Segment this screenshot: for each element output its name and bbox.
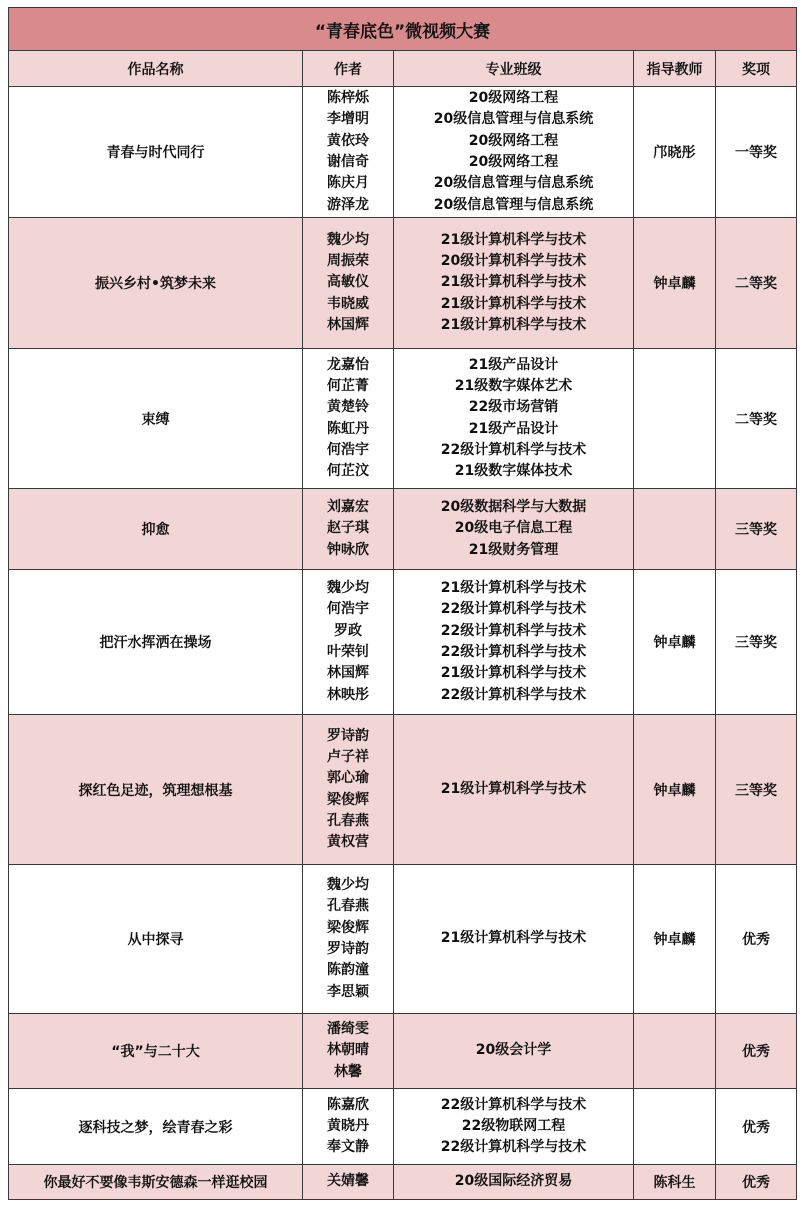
author-name-cell bbox=[303, 865, 394, 1014]
major-class: 20级会计学 bbox=[475, 1042, 552, 1059]
major-class: 21级计算机科学与技术 bbox=[440, 930, 587, 947]
major-class: 21级计算机科学与技术 bbox=[440, 231, 587, 248]
major-class: 20级国际经济贸易 bbox=[454, 1173, 573, 1190]
author-name: 韦晓威 bbox=[327, 295, 369, 312]
header-row bbox=[9, 51, 797, 87]
table-row bbox=[9, 489, 797, 570]
teacher-name: 钟卓麟 bbox=[634, 715, 716, 865]
author-name-cell bbox=[303, 1014, 394, 1089]
table-row bbox=[9, 349, 797, 489]
major-class: 21级产品设计 bbox=[468, 356, 559, 373]
award-level: 三等奖 bbox=[716, 715, 797, 865]
author-name: 魏少均 bbox=[327, 231, 369, 248]
work-title: 你最好不要像韦斯安德森一样逛校园 bbox=[9, 1165, 303, 1200]
col-header-award: 奖项 bbox=[716, 51, 797, 87]
author-name: 陈梓烁 bbox=[327, 90, 369, 107]
table-row bbox=[9, 87, 797, 218]
teacher-name bbox=[634, 349, 716, 489]
major-class: 20级信息管理与信息系统 bbox=[433, 175, 594, 192]
author-name: 孔春燕 bbox=[327, 898, 369, 915]
teacher-name: 陈科生 bbox=[634, 1165, 716, 1200]
author-name: 林朝晴 bbox=[327, 1042, 369, 1059]
major-class: 22级计算机科学与技术 bbox=[440, 686, 587, 703]
author-name: 李思颖 bbox=[327, 983, 369, 1000]
author-name: 林国辉 bbox=[327, 665, 369, 682]
author-name: 奉文静 bbox=[327, 1139, 369, 1156]
major-class: 22级计算机科学与技术 bbox=[440, 601, 587, 618]
major-class: 21级计算机科学与技术 bbox=[440, 580, 587, 597]
work-title: 把汗水挥洒在操场 bbox=[9, 570, 303, 715]
author-name: 关婧馨 bbox=[327, 1173, 369, 1190]
major-class: 21级计算机科学与技术 bbox=[440, 295, 587, 312]
major-class: 21级计算机科学与技术 bbox=[440, 274, 587, 291]
work-title: 束缚 bbox=[9, 349, 303, 489]
major-class: 21级财务管理 bbox=[468, 541, 559, 558]
author-name: 游泽龙 bbox=[327, 196, 369, 213]
award-level: 优秀 bbox=[716, 1089, 797, 1165]
author-name-cell bbox=[303, 570, 394, 715]
author-name: 林国辉 bbox=[327, 316, 369, 333]
table-row bbox=[9, 865, 797, 1014]
author-name-cell bbox=[303, 218, 394, 349]
major-class: 22级物联网工程 bbox=[461, 1117, 566, 1134]
author-name: 钟咏欣 bbox=[327, 541, 369, 558]
major-class: 20级数据科学与大数据 bbox=[440, 499, 587, 516]
author-name: 何芷菁 bbox=[327, 377, 369, 394]
table-row bbox=[9, 570, 797, 715]
col-header-major: 专业班级 bbox=[394, 51, 634, 87]
major-class: 21级计算机科学与技术 bbox=[440, 316, 587, 333]
major-class: 22级计算机科学与技术 bbox=[440, 441, 587, 458]
author-name: 黄晓丹 bbox=[327, 1117, 369, 1134]
major-class: 21级产品设计 bbox=[468, 420, 559, 437]
author-name: 何浩宇 bbox=[327, 441, 369, 458]
author-name-cell bbox=[303, 489, 394, 570]
table-title: “青春底色”微视频大赛 bbox=[9, 8, 797, 51]
major-class-cell bbox=[394, 1014, 634, 1089]
work-title: “我”与二十大 bbox=[9, 1014, 303, 1089]
author-name: 谢信奇 bbox=[327, 154, 369, 170]
author-name: 高敏仪 bbox=[327, 274, 369, 291]
author-name: 赵子琪 bbox=[327, 520, 369, 537]
table-row bbox=[9, 1014, 797, 1089]
major-class: 20级信息管理与信息系统 bbox=[433, 111, 594, 128]
author-name: 黄权营 bbox=[327, 834, 369, 851]
major-class: 20级网络工程 bbox=[468, 132, 559, 149]
major-class: 21级数字媒体艺术 bbox=[454, 377, 573, 394]
award-level: 三等奖 bbox=[716, 489, 797, 570]
major-class-cell bbox=[394, 570, 634, 715]
author-name: 魏少均 bbox=[327, 877, 369, 894]
author-name: 孔春燕 bbox=[327, 812, 369, 829]
author-name: 卢子祥 bbox=[327, 748, 369, 765]
author-name: 林映彤 bbox=[327, 686, 369, 703]
author-name: 黄依玲 bbox=[327, 132, 369, 149]
author-name-cell bbox=[303, 715, 394, 865]
major-class: 20级网络工程 bbox=[468, 154, 559, 170]
author-name: 黄楚铃 bbox=[327, 399, 369, 416]
teacher-name: 钟卓麟 bbox=[634, 218, 716, 349]
work-title: 探红色足迹，筑理想根基 bbox=[9, 715, 303, 865]
author-name-cell bbox=[303, 349, 394, 489]
major-class-cell bbox=[394, 715, 634, 865]
teacher-name: 钟卓麟 bbox=[634, 570, 716, 715]
work-title: 逐科技之梦，绘青春之彩 bbox=[9, 1089, 303, 1165]
major-class-cell bbox=[394, 218, 634, 349]
author-name: 何芷汶 bbox=[327, 463, 369, 480]
table-row bbox=[9, 715, 797, 865]
author-name: 罗诗韵 bbox=[327, 941, 369, 957]
author-name: 李增明 bbox=[327, 111, 369, 128]
award-level: 三等奖 bbox=[716, 570, 797, 715]
award-level: 一等奖 bbox=[716, 87, 797, 218]
award-level: 优秀 bbox=[716, 865, 797, 1014]
author-name: 梁俊辉 bbox=[327, 791, 369, 808]
award-level: 优秀 bbox=[716, 1014, 797, 1089]
author-name: 罗诗韵 bbox=[327, 727, 369, 744]
work-title: 抑愈 bbox=[9, 489, 303, 570]
author-name: 潘绮雯 bbox=[327, 1021, 369, 1038]
work-title: 振兴乡村•筑梦未来 bbox=[9, 218, 303, 349]
author-name: 何浩宇 bbox=[327, 601, 369, 618]
major-class: 22级计算机科学与技术 bbox=[440, 1139, 587, 1156]
major-class: 22级计算机科学与技术 bbox=[440, 644, 587, 660]
author-name-cell bbox=[303, 87, 394, 218]
author-name: 龙嘉怡 bbox=[327, 356, 369, 373]
major-class: 21级计算机科学与技术 bbox=[440, 780, 587, 797]
teacher-name bbox=[634, 1089, 716, 1165]
major-class-cell bbox=[394, 489, 634, 570]
award-level: 二等奖 bbox=[716, 218, 797, 349]
major-class: 22级市场营销 bbox=[468, 399, 559, 416]
award-table bbox=[8, 7, 797, 1200]
author-name: 叶荣钊 bbox=[327, 644, 369, 660]
major-class: 22级计算机科学与技术 bbox=[440, 622, 587, 639]
teacher-name bbox=[634, 1014, 716, 1089]
author-name: 梁俊辉 bbox=[327, 919, 369, 936]
author-name-cell bbox=[303, 1089, 394, 1165]
major-class: 22级计算机科学与技术 bbox=[440, 1096, 587, 1113]
major-class: 20级计算机科学与技术 bbox=[440, 253, 587, 270]
author-name: 陈嘉欣 bbox=[327, 1096, 369, 1113]
major-class: 21级数字媒体技术 bbox=[454, 463, 573, 480]
table-body bbox=[9, 87, 797, 1200]
teacher-name: 钟卓麟 bbox=[634, 865, 716, 1014]
teacher-name: 邝晓彤 bbox=[634, 87, 716, 218]
author-name: 魏少均 bbox=[327, 580, 369, 597]
major-class: 20级网络工程 bbox=[468, 90, 559, 107]
major-class-cell bbox=[394, 349, 634, 489]
col-header-work: 作品名称 bbox=[9, 51, 303, 87]
major-class: 21级计算机科学与技术 bbox=[440, 665, 587, 682]
work-title: 从中探寻 bbox=[9, 865, 303, 1014]
col-header-teacher: 指导教师 bbox=[634, 51, 716, 87]
major-class-cell bbox=[394, 865, 634, 1014]
award-level: 二等奖 bbox=[716, 349, 797, 489]
teacher-name bbox=[634, 489, 716, 570]
table-row bbox=[9, 1089, 797, 1165]
major-class: 20级电子信息工程 bbox=[454, 520, 573, 537]
author-name-cell bbox=[303, 1165, 394, 1200]
author-name: 周振荣 bbox=[327, 253, 369, 270]
author-name: 陈庆月 bbox=[327, 175, 369, 192]
author-name: 陈虹丹 bbox=[327, 420, 369, 437]
table-row bbox=[9, 1165, 797, 1200]
major-class-cell bbox=[394, 1165, 634, 1200]
major-class-cell bbox=[394, 87, 634, 218]
major-class: 20级信息管理与信息系统 bbox=[433, 196, 594, 213]
author-name: 林馨 bbox=[334, 1063, 362, 1080]
author-name: 刘嘉宏 bbox=[327, 499, 369, 516]
author-name: 罗政 bbox=[334, 622, 362, 639]
work-title: 青春与时代同行 bbox=[9, 87, 303, 218]
major-class-cell bbox=[394, 1089, 634, 1165]
table-row bbox=[9, 218, 797, 349]
author-name: 郭心瑜 bbox=[327, 770, 369, 787]
author-name: 陈韵潼 bbox=[327, 962, 369, 979]
award-level: 优秀 bbox=[716, 1165, 797, 1200]
col-header-author: 作者 bbox=[303, 51, 394, 87]
